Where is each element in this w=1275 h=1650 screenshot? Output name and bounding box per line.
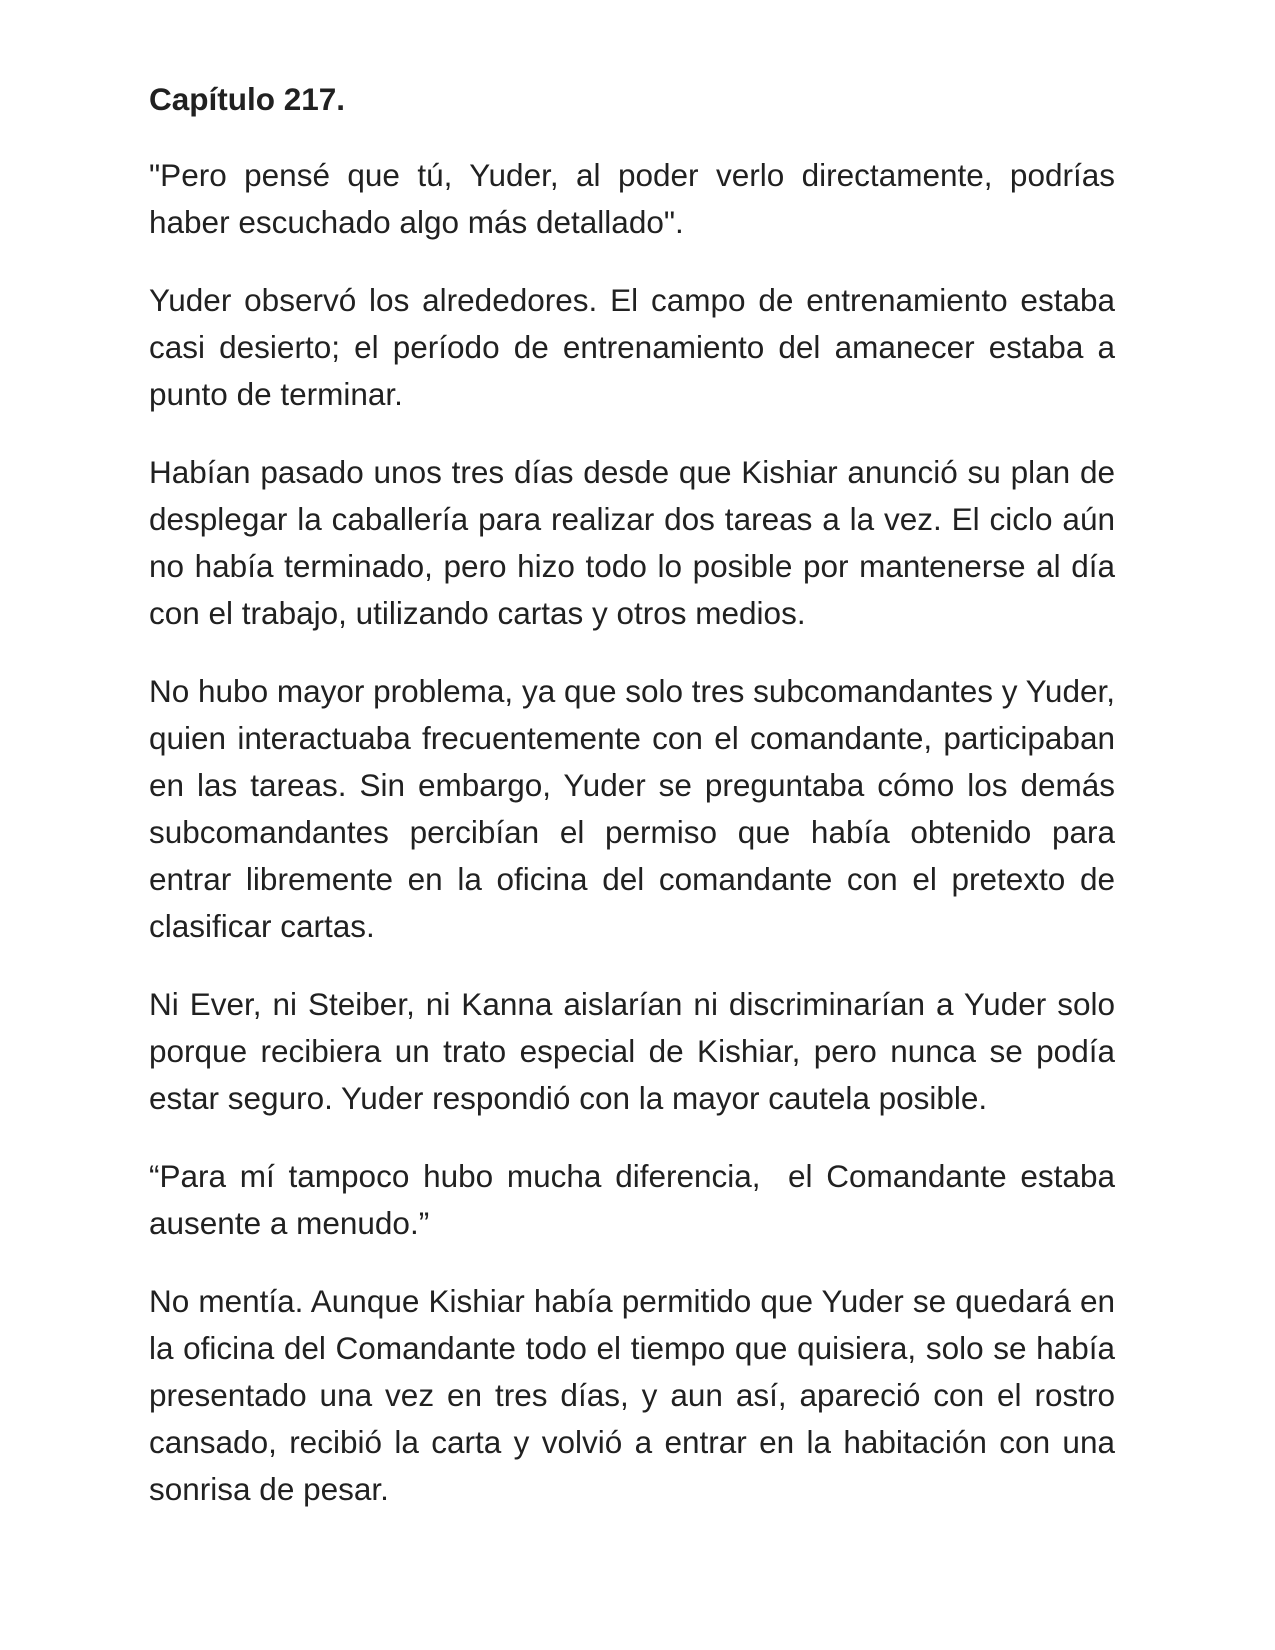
document-page [149,76,1124,1513]
paragraph: Ni Ever, ni Steiber, ni Kanna aislarían ni discriminarían a Yuder solo porque recibiera un trato especial de Kishiar, pero nunca se podía estar seguro. Yuder respondió con la mayor cautela posible. [149,986,1124,1116]
paragraph: Habían pasado unos tres días desde que Kishiar anunció su plan de desplegar la caballería para realizar dos tareas a la vez. El ciclo aún no había terminado, pero hizo todo lo posible por mantenerse al día con el trabajo, utilizando cartas y otros medios. [149,454,1124,631]
paragraph: Yuder observó los alrededores. El campo de entrenamiento estaba casi desierto; el período de entrenamiento del amanecer estaba a punto de terminar. [149,282,1124,412]
paragraph: No mentía. Aunque Kishiar había permitido que Yuder se quedará en la oficina del Comandante todo el tiempo que quisiera, solo se había presentado una vez en tres días, y aun así, apareció con el rostro cansado, recibió la carta y volvió a entrar en la habitación con una sonrisa de pesar. [149,1283,1124,1507]
paragraph: "Pero pensé que tú, Yuder, al poder verlo directamente, podrías haber escuchado algo más detallado". [149,157,1124,240]
chapter-title: Capítulo 217. [149,81,346,117]
paragraph: No hubo mayor problema, ya que solo tres subcomandantes y Yuder, quien interactuaba frecuentemente con el comandante, participaban en las tareas. Sin embargo, Yuder se preguntaba cómo los demás subcomandantes percibían el permiso que había obtenido para entrar libremente en la oficina del comandante con el pretexto de clasificar cartas. [149,673,1124,944]
paragraph: “Para mí tampoco hubo mucha diferencia, el Comandante estaba ausente a menudo.” [149,1158,1124,1241]
